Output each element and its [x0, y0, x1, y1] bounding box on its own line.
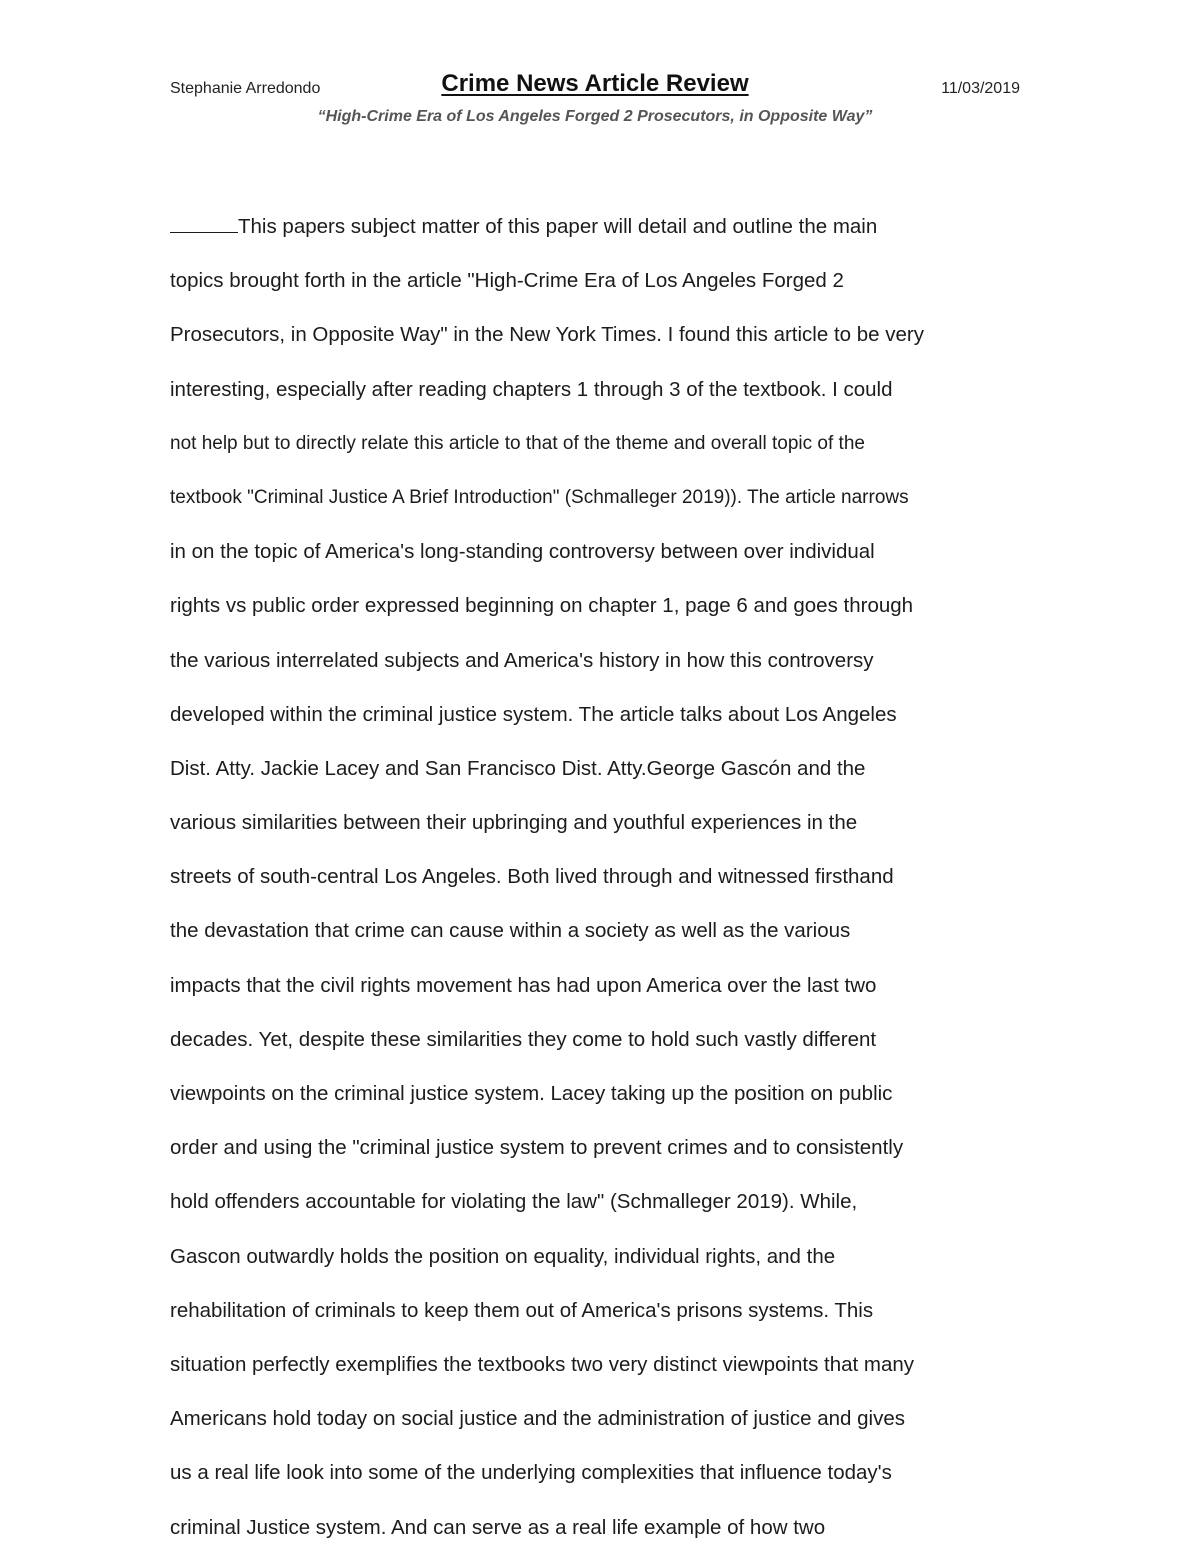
- text-line: developed within the criminal justice system. The article talks about Los Angeles: [170, 702, 897, 726]
- text-line: the devastation that crime can cause within a society as well as the various: [170, 919, 851, 943]
- text-line: not help but to directly relate this article to that of the theme and overall topic of the: [170, 432, 865, 454]
- indent-underline: [170, 210, 238, 233]
- text-line: Prosecutors, in Opposite Way" in the New York Times. I found this article to be very: [170, 323, 924, 347]
- text-line: interesting, especially after reading chapters 1 through 3 of the textbook. I could: [170, 377, 893, 401]
- text-line: rehabilitation of criminals to keep them out of America's prisons systems. This: [170, 1298, 874, 1322]
- document-header: [170, 66, 1020, 136]
- body-paragraph: [170, 208, 1050, 1563]
- text-line: criminal Justice system. And can serve as a real life example of how two: [170, 1515, 826, 1539]
- text-line: order and using the "criminal justice system to prevent crimes and to consistently: [170, 1136, 904, 1160]
- text-line: impacts that the civil rights movement has had upon America over the last two: [170, 973, 877, 997]
- article-subtitle: “High-Crime Era of Los Angeles Forged 2 Prosecutors, in Opposite Way”: [317, 108, 873, 125]
- document-date: 11/03/2019: [941, 80, 1020, 97]
- text-line: situation perfectly exemplifies the textbooks two very distinct viewpoints that many: [170, 1352, 915, 1376]
- text-line: topics brought forth in the article "High-Crime Era of Los Angeles Forged 2: [170, 269, 844, 293]
- text-line: rights vs public order expressed beginning on chapter 1, page 6 and goes through: [170, 594, 914, 618]
- text-line: viewpoints on the criminal justice system. Lacey taking up the position on public: [170, 1082, 893, 1105]
- document-title: Crime News Article Review: [441, 70, 749, 97]
- text-line: Gascon outwardly holds the position on equality, individual rights, and the: [170, 1244, 836, 1268]
- text-line: Dist. Atty. Jackie Lacey and San Francisco Dist. Atty.George Gascón and the: [170, 756, 866, 780]
- text-line: decades. Yet, despite these similarities they come to hold such vastly different: [170, 1027, 877, 1051]
- text-line: us a real life look into some of the underlying complexities that influence today's: [170, 1461, 892, 1485]
- text-line: textbook "Criminal Justice A Brief Introduction" (Schmalleger 2019)). The article narrows: [170, 486, 909, 508]
- author-name: Stephanie Arredondo: [170, 80, 321, 97]
- text-line: streets of south-central Los Angeles. Both lived through and witnessed firsthand: [170, 865, 894, 889]
- text-line: [170, 208, 1050, 262]
- text-line: Americans hold today on social justice and the administration of justice and gives: [170, 1407, 905, 1431]
- text-line: in on the topic of America's long-standing controversy between over individual: [170, 540, 875, 564]
- text-line: various similarities between their upbringing and youthful experiences in the: [170, 811, 858, 835]
- text-line-content: This papers subject matter of this paper will detail and outline the main: [238, 215, 878, 238]
- text-line: the various interrelated subjects and America's history in how this controversy: [170, 648, 874, 672]
- text-line: hold offenders accountable for violating the law" (Schmalleger 2019). While,: [170, 1190, 858, 1214]
